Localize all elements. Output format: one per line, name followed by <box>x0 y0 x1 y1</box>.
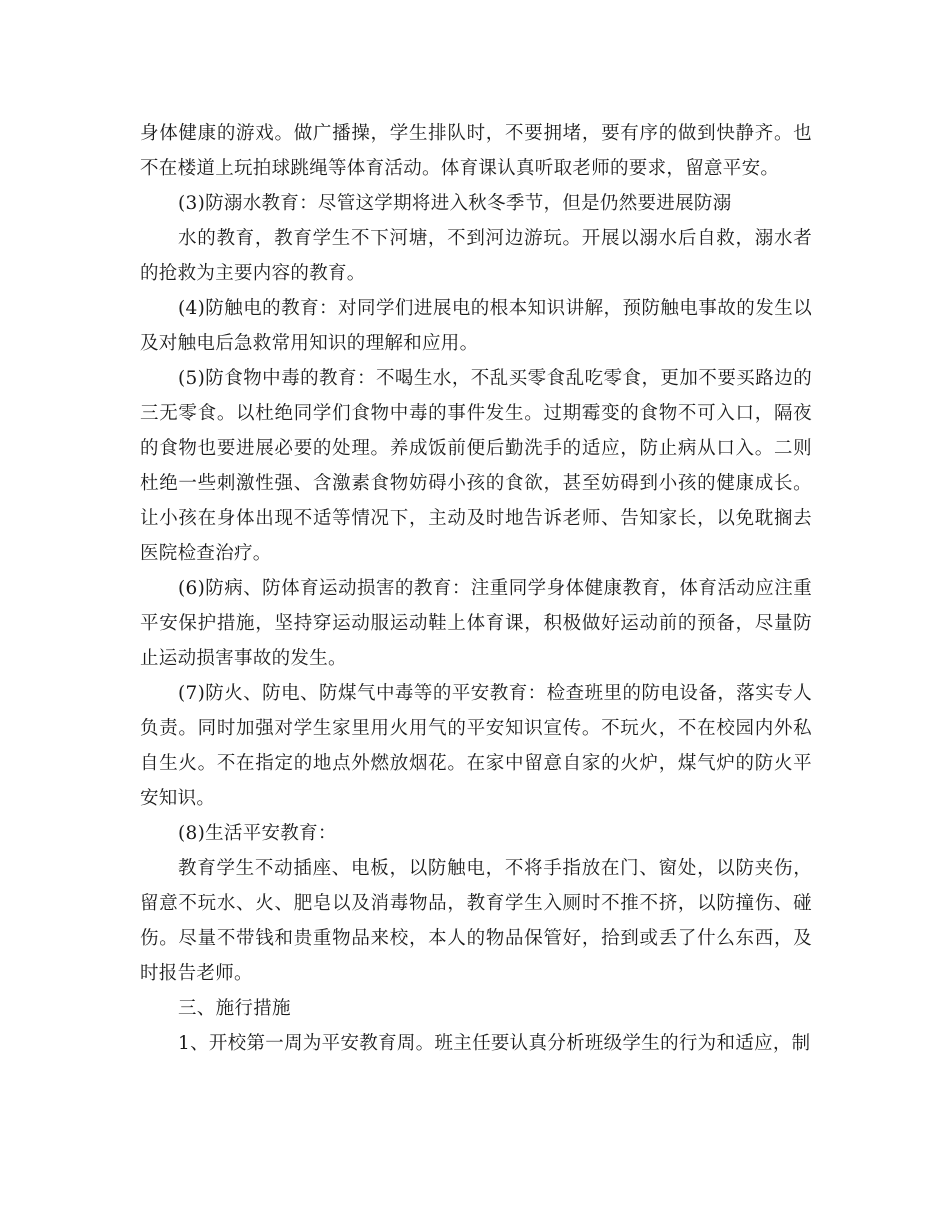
paragraph-fire-safety: (7)防火、防电、防煤气中毒等的平安教育：检查班里的防电设备，落实专人负责。同时加强对学生家里用火用气的平安知识宣传。不玩火，不在校园内外私自生火。不在指定的地点外燃放烟花。在家中留意自家的火炉，煤气炉的防火平安知识。 <box>140 683 812 809</box>
paragraph-drowning-heading: (3)防溺水教育：尽管这学期将进入秋冬季节，但是仍然要进展防溺 <box>178 193 732 214</box>
section-heading-measures: 三、施行措施 <box>178 998 291 1019</box>
paragraph-life-safety-heading: (8)生活平安教育： <box>178 823 337 844</box>
document-page <box>140 116 812 1061</box>
paragraph-electric: (4)防触电的教育：对同学们进展电的根本知识讲解，预防触电事故的发生以及对触电后急救常用知识的理解和应用。 <box>140 298 812 354</box>
paragraph-drowning-body: 水的教育，教育学生不下河塘，不到河边游玩。开展以溺水后自救，溺水者的抢救为主要内容的教育。 <box>140 228 812 284</box>
paragraph-measure-1: 1、开校第一周为平安教育周。班主任要认真分析班级学生的行为和适应，制 <box>178 1033 811 1054</box>
paragraph-continuation: 身体健康的游戏。做广播操，学生排队时，不要拥堵，要有序的做到快静齐。也不在楼道上玩拍球跳绳等体育活动。体育课认真听取老师的要求，留意平安。 <box>140 123 812 179</box>
paragraph-sports-injury: (6)防病、防体育运动损害的教育：注重同学身体健康教育，体育活动应注重平安保护措施，坚持穿运动服运动鞋上体育课，积极做好运动前的预备，尽量防止运动损害事故的发生。 <box>140 578 812 669</box>
paragraph-life-safety-body: 教育学生不动插座、电板，以防触电，不将手指放在门、窗处，以防夹伤，留意不玩水、火、肥皂以及消毒物品，教育学生入厕时不推不挤，以防撞伤、碰伤。尽量不带钱和贵重物品来校，本人的物品保管好，拾到或丢了什么东西，及时报告老师。 <box>140 858 812 984</box>
paragraph-food-poisoning: (5)防食物中毒的教育：不喝生水，不乱买零食乱吃零食，更加不要买路边的三无零食。以杜绝同学们食物中毒的事件发生。过期霉变的食物不可入口，隔夜的食物也要进展必要的处理。养成饭前便后勤洗手的适应，防止病从口入。二则杜绝一些刺激性强、含激素食物妨碍小孩的食欲，甚至妨碍到小孩的健康成长。让小孩在身体出现不适等情况下，主动及时地告诉老师、告知家长，以免耽搁去医院检查治疗。 <box>140 368 812 564</box>
